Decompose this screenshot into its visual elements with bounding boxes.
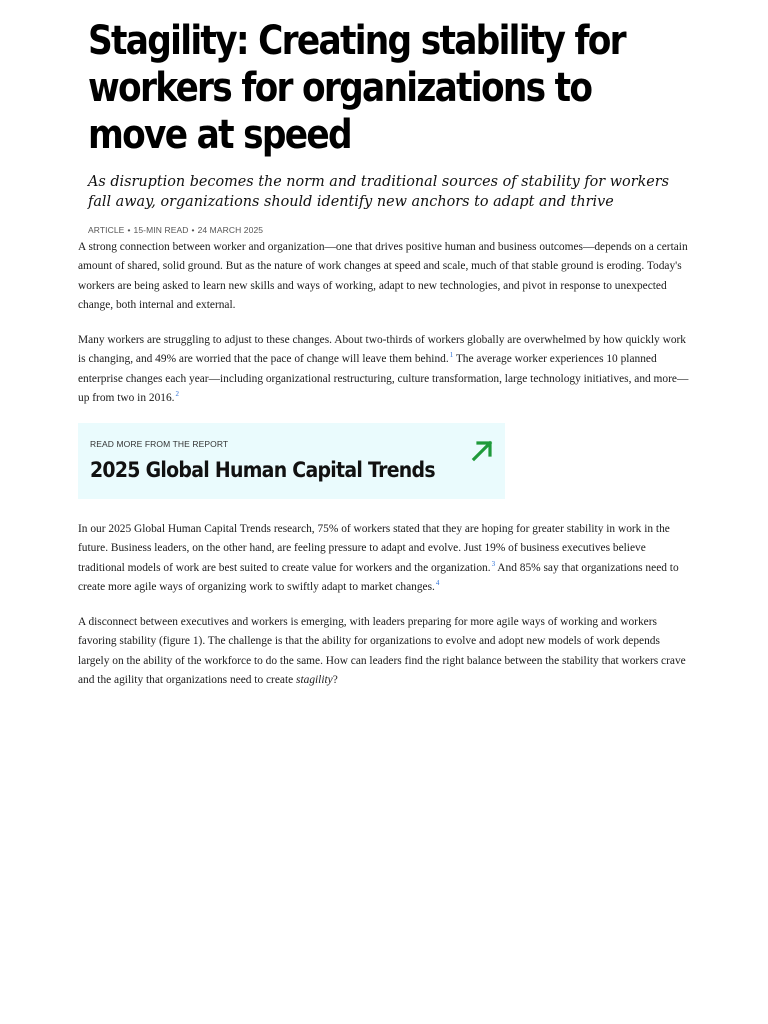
paragraph-text: A disconnect between executives and workers is emerging, with leaders preparing for more agile ways of working and workers favoring stability (figure 1). The challenge is that the ability for organizations to evolve and adopt new models of work depends largely on the ability of the workforce to do the same. How can leaders find the right balance between the stability that workers crave and the agility that organizations need to create xyxy=(78,616,686,686)
paragraph-text: ? xyxy=(332,673,338,686)
footnote-link[interactable]: 2 xyxy=(175,389,179,398)
callout-kicker: READ MORE FROM THE REPORT xyxy=(90,439,229,449)
paragraph-text: Many workers are struggling to adjust to these changes. About two-thirds of workers globally are overwhelmed by how quickly work is changing, and 49% are worried that the pace of change will leave them behind. xyxy=(78,334,687,366)
arrow-up-right-icon[interactable] xyxy=(470,437,496,463)
read-more-callout[interactable] xyxy=(78,423,505,499)
meta-separator: • xyxy=(191,225,195,235)
article-date: 24 MARCH 2025 xyxy=(197,225,264,235)
article-read-time: 15-MIN READ xyxy=(133,225,189,235)
article-type: ARTICLE xyxy=(88,225,125,235)
article-standfirst: As disruption becomes the norm and traditional sources of stability for workers fall away, organizations should identify new anchors to adapt and thrive xyxy=(88,173,670,210)
article-meta xyxy=(88,225,263,235)
paragraph-text: A strong connection between worker and organization—one that drives positive human and business outcomes—depends on a certain amount of shared, solid ground. But as the nature of work changes at speed and scale, much of that stable ground is eroding. Today's workers are being asked to learn new skills and ways of working, adapt to new technologies, and pivot in response to unexpected change, both internal and external. xyxy=(78,241,688,311)
emphasis-text: stagility xyxy=(296,673,333,686)
footnote-link[interactable]: 1 xyxy=(449,351,454,360)
body-paragraph xyxy=(78,613,692,690)
footnote-link[interactable]: 4 xyxy=(435,578,440,587)
callout-title-link[interactable]: 2025 Global Human Capital Trends xyxy=(90,458,435,482)
body-paragraph xyxy=(78,238,692,315)
meta-separator: • xyxy=(127,225,131,235)
body-paragraph xyxy=(78,331,692,408)
article-title: Stagility: Creating stability for workers for organizations to move at speed xyxy=(88,18,625,158)
paragraph-text: And 85% say that organizations need to create more agile ways of organizing work to swiftly adapt to market changes. xyxy=(78,561,679,593)
footnote-link[interactable]: 3 xyxy=(491,559,496,568)
paragraph-text: In our 2025 Global Human Capital Trends research, 75% of workers stated that they are hoping for greater stability in work in the future. Business leaders, on the other hand, are feeling pressure to adapt and evolve. Just 19% of business executives believe traditional models of work are best suited to create value for workers and the organization. xyxy=(78,523,670,574)
paragraph-text: The average worker experiences 10 planned enterprise changes each year—including organizational restructuring, culture transformation, large technology initiatives, and more—up from two in 2016. xyxy=(78,353,689,404)
body-paragraph xyxy=(78,520,692,597)
